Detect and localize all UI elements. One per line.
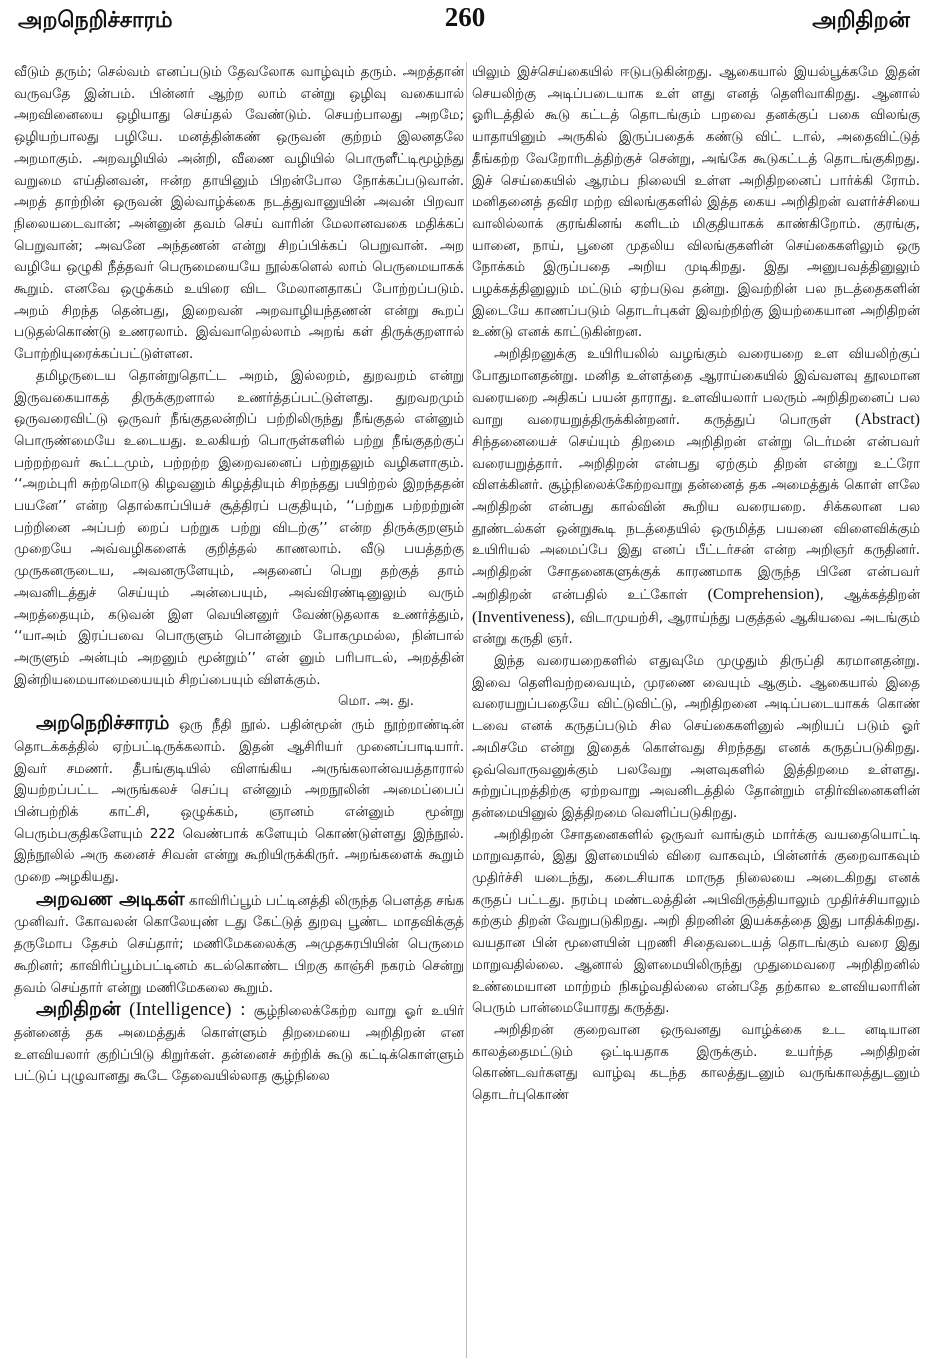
entry-title: அறிதிறன் (36, 998, 121, 1021)
paragraph: அறிதிறன் குறைவான ஒருவனது வாழ்க்கை உட னடியான காலத்தைமட்டும் ஒட்டியதாக இருக்கும். உயர்ந்த அறிதிறன் கொண்டவர்களது வாழ்வு கடந்த காலத்துடனும் வருங்காலத்துடனும் தொடர்புகொண் (472, 1022, 920, 1104)
left-column (14, 62, 464, 1362)
text-run: அறிதிறனுக்கு உயிரியலில் வழங்கும் வரையறை உள வியலிற்குப் போதுமானதன்று. மனித உள்ளத்தை ஆராய்கையில் இவ்வளவு தூலமான வரையறை அதிகப் பயன் தாராது. உளவியலார் பலரும் அறிதிறனைப் பல வாறு வரையறுத்திருக்கின்றனர். கருத்துப் பொருள் (472, 347, 920, 429)
author-initials: மொ. அ. து. (338, 694, 414, 710)
entry-body: சூழ்நிலைக்கேற்ற வாறு ஓர் உயிர் தன்னைத் தக அமைத்துக் கொள்ளும் திறமையை அறிதிறன் என உளவியலார் குறிப்பிடு கிறுர்கள். தன்னைச் சுற்றிக் கூடு கட்டிக்கொள்ளும் பட்டுப் புழுவானது கூடே தேவையில்லாத சூழ்நிலை (14, 1004, 464, 1085)
entry-english-term: (Intelligence) : (120, 999, 246, 1021)
column-divider (466, 62, 467, 1358)
text-run: , ஆக்கத்திறன் (819, 587, 920, 603)
paragraph: வீடும் தரும்; செல்வம் எனப்படும் தேவலோக வாழ்வும் தரும். அறத்தான் வருவதே இன்பம். பின்னர் ஆற்ற லாம் என்று ஒழிவு வகையால் அறவினையை ஒழியாது செய்தல் வேண்டும். செயற்பாலது அறமே; ஒழியற்பாலது பழியே. மனத்தின்கண் ஒருவன் குற்றம் இலனதலே அறமாகும். அறவழியில் அன்றி, வீணை வழியில் பொருளீட்டிமூழ்ந்து வறுமை எய்தினவன், ஈன்ற தாயினும் பிறன்போல நோக்கப்படுவான். அறத் தாற்றின் ஒருவன் இல்வாழ்க்கை நடத்துவானுயின் அவன் பிறவா நிலையடைவான்; அன்னுன் தவம் செய் வாரின் மேலானவகை மதிக்கப் பெறுவான்; அவனே அந்தணன் என்று சிறப்பிக்கப் பெறுவான். அற வழியே ஒழுகி நீத்தவர் பெருமையையே நூல்களெல் லாம் பெருமையாகக் கூறும். எனவே ஒழுக்கம் உயிரை விட மேலானதாகப் போற்றப்படும். அறம் சிறந்த தென்பது, இறைவன் அறவாழியந்தணன் என்று கூறப் படுதல்கொண்டு உணரலாம். இவ்வாறெல்லாம் அறங் கள் திருக்குறளால் போற்றியுரைக்கப்பட்டுள்ளன. (14, 65, 464, 363)
english-term: (Abstract) (855, 411, 920, 429)
english-term: (Inventiveness) (472, 608, 571, 626)
text-run: , விடாமுயற்சி, ஆராய்ந்து பகுத்தல் ஆகியவை அடங்கும் என்று கருதி ஞர். (472, 610, 920, 648)
entry-title: அறநெறிச்சாரம் (36, 712, 170, 735)
english-term: (Comprehension) (707, 585, 820, 603)
running-title-left: அறநெறிச்சாரம் (18, 8, 173, 33)
running-title-right: அறிதிறன் (812, 8, 910, 33)
entry (14, 713, 464, 889)
page-header (0, 0, 930, 58)
paragraph (472, 344, 920, 651)
entry-title: அறவண அடிகள் (36, 887, 185, 910)
entry (14, 889, 464, 1000)
paragraph: இந்த வரையறைகளில் எதுவுமே முழுதும் திருப்தி கரமானதன்று. இவை தெளிவற்றவையும், முரணை வையும் ஆகும். ஆகையால் இதை வரையறுப்பதையே விட்டுவிட்டு, அறிதிறனை அடிப்படையாகக் கொண் டவை எனக் கருதப்படும் சில செய்கைகளினுல் அறியப் படும் ஓர் அமிசமே என்று இதைக் கொள்வது சிறந்தது எனக் கருதப்படுகிறது. ஒவ்வொருவனுக்கும் பலவேறு அளவுகளில் இத்திறமை உள்ளது. சுற்றுப்புறத்திற்கு ஏற்றவாறு அவனிடத்தில் தோன்றும் எதிர்வினைகளின் தன்மையினுல் இத்திறமை வெளிப்படுகிறது. (472, 653, 920, 821)
text-run: சிந்தனையைச் செய்யும் திறமை அறிதிறன் என்று டெர்மன் என்பவர் வரையறுத்தார். அறிதிறன் என்பது ஏற்கும் திறன் என்று உட்ரோ விளக்கினர். சூழ்நிலைக்கேற்றவாறு தன்னைத் தக அமைத்துக் கொள் ளலே அறிதிறன் என்பது கால்வின் கூறிய வரையறை. சிக்கலான பல தூண்டல்கள் ஒன்றுகூடி நடத்தையில் ஒருமித்த பயனை விளைவிக்கும் உயிரியல் அமைப்பே இது எனப் பீட்டர்சன் என்ற அறிஞர் கருதினர். அறிதிறன் சோதனைகளுக்குக் காரணமாக இருந்த பினே என்பவர் அறிதிறன் என்பதில் உட்கோள் (472, 434, 920, 603)
entry-body: காவிரிப்பூம் பட்டினத்தி லிருந்த பௌத்த சங்க முனிவர். கோவலன் கொலேயுண் டது கேட்டுத் துறவு பூண்ட மாதவிக்குத் தருமோப தேசம் செய்தார்; மணிமேகலைக்கு அமுதசுரபியின் பெருமை கூறினர்; காவிரிப்பூம்பட்டினம் கடல்கொண்ட பிறகு காஞ்சி நகரம் சென்று தவம் செய்தார் என்று மணிமேகலை கூறும். (14, 893, 464, 996)
right-column (472, 62, 920, 1362)
entry (14, 999, 464, 1088)
paragraph: யிலும் இச்செய்கையில் ஈடுபடுகின்றது. ஆகையால் இயல்பூக்கமே இதன் செயலிற்கு அடிப்படையாக உள் ளது எனத் தெளிவாகிறது. ஆனால் ஓரிடத்தில் கூடு கட்டத் தொடங்கும் பறவை தனக்குப் பகை விலங்கு யாதாயினும் அருகில் இருப்பதைக் கண்டு விட் டால், அதைவிட்டுத் தீங்கற்ற வேறோரிடத்திற்குச் சென்று, அங்கே கூடுகட்டத் தொடங்குகிறது. இச் செய்கையில் ஆரம்ப நிலையி உள்ள அறிதிறனைப் பார்க்கி ரோம். மனிதனைத் தவிர மற்ற விலங்குகளில் இத்த கைய அறிதிறன் வளர்ச்சியை வாலில்லாக் குரங்கினங் களிடம் மிகுதியாகக் காண்கிறோம். குரங்கு, யானை, நாய், பூனை முதலிய விலங்குகளின் செய்கைகளிலும் ஒரு நோக்கம் இருப்பதை அறிய முடிகிறது. இது அனுபவத்தினுலும் பழக்கத்தினுலும் மட்டும் ஏற்படுவ தன்று. இவற்றின் பல நடத்தைகளின் இடையே காணப்படும் தொடர்புகள் இவற்றிற்கு இயற்கையான அறிதிறன் உண்டு எனக் காட்டுகின்றன. (472, 65, 920, 341)
paragraph: அறிதிறன் சோதனைகளில் ஒருவர் வாங்கும் மார்க்கு வயதையொட்டி மாறுவதால், இது இளமையில் விரை வாகவும், பின்னர்க் குறைவாகவும் முதிர்ச்சி யடைந்து, கடைசியாக மாருத நிலையை அடைகிறது எனக் கருதப் பட்டது. நரம்பு மண்டலத்தின் அபிவிருத்தியாலும் முதிர்ச்சியாலும் கற்கும் திறன் வேறுபடுகிறது. அறி திறனின் இயக்கத்தை இது பாதிக்கிறது. வயதான பின் மூளையின் புறணி சிதைவடையத் தொடங்கும் வரை இது மாறுவதில்லை. ஆனால் இளமையிலிருந்து முதுமைவரை அறிதிறனில் உண்மையான மாற்றம் நிகழ்வதில்லை என்பதே தற்கால உளவியலாரின் பெரும் பான்மையோரது கருத்து. (472, 827, 920, 1017)
paragraph: தமிழருடைய தொன்றுதொட்ட அறம், இல்லறம், துறவறம் என்று இருவகையாகத் திருக்குறளால் உணர்த்தப்பட்டுள்ளது. துறவறமும் ஒருவரைவிட்டு ஒருவர் நீங்குதலன்றிப் பற்றிலிருந்து நீங்குதல் என்னும் பொருண்மையே உடையது. உலகியற் பொருள்களில் பற்று நீங்குதற்குப் பற்றற்றவர் கூட்டமும், பற்றற்ற இறைவனைப் பற்றுதலும் வழிகளாகும். ‘‘அறம்புரி சுற்றமொடு கிழவனும் கிழத்தியும் சிறந்தது பயிற்றல் இறந்ததன் பயனே’’ என்ற தொல்காப்பியச் சூத்திரப் பகுதியும், ‘‘பற்றுக பற்றற்றுன் பற்றினை அப்பற் றைப் பற்றுக பற்று விடற்கு’’ என்ற திருக்குறளும் முறையே அவ்வழிகளைக் குறித்தல் காணலாம். வீடு பயத்தற்கு முருகனருடைய, அவனருளேயும், அதனைப் பெறு தற்குத் தாம் அவனிடத்துச் செய்யும் அன்பையும், அவ்விரண்டினுலும் வரும் அறத்தையும், கடுவன் இள வெயினனுர் வேண்டுதலாக உணர்த்தும், ‘‘யாஅம் இரப்பவை பொருளும் பொன்னும் போகமுமல்ல, நின்பால் அருளும் அன்பும் அறனும் மூன்றும்’’ என் னும் பரிபாடல், அறத்தின் இன்றியமையாமையையும் சிறப்பையும் விளக்கும். (14, 368, 464, 688)
page-number: 260 (444, 2, 486, 32)
entry-body: ஒரு நீதி நூல். பதின்மூன் ரும் நூற்றாண்டின் தொடக்கத்தில் ஏற்பட்டிருக்கலாம். இதன் ஆசிரியர் முனைப்பாடியார். இவர் சமணர். தீபங்குடியில் விளங்கிய அருங்கலான்வயத்தாரால் இயற்றப்பட்ட அருங்கலச் செப்பு என்னும் அறநூலின் அமைப்பைப் பின்பற்றிக் காட்சி, ஒழுக்கம், ஞானம் என்னும் மூன்று பெரும்பகுதிகளேயும் 222 வெண்பாக் களேயும் கொண்டுள்ளது இந்நூல். இந்நூலில் அரு கனைச் சிவன் என்று கூறியிருக்கிருர். அறங்களைக் கூறும் முறை அழகியது. (14, 718, 464, 886)
